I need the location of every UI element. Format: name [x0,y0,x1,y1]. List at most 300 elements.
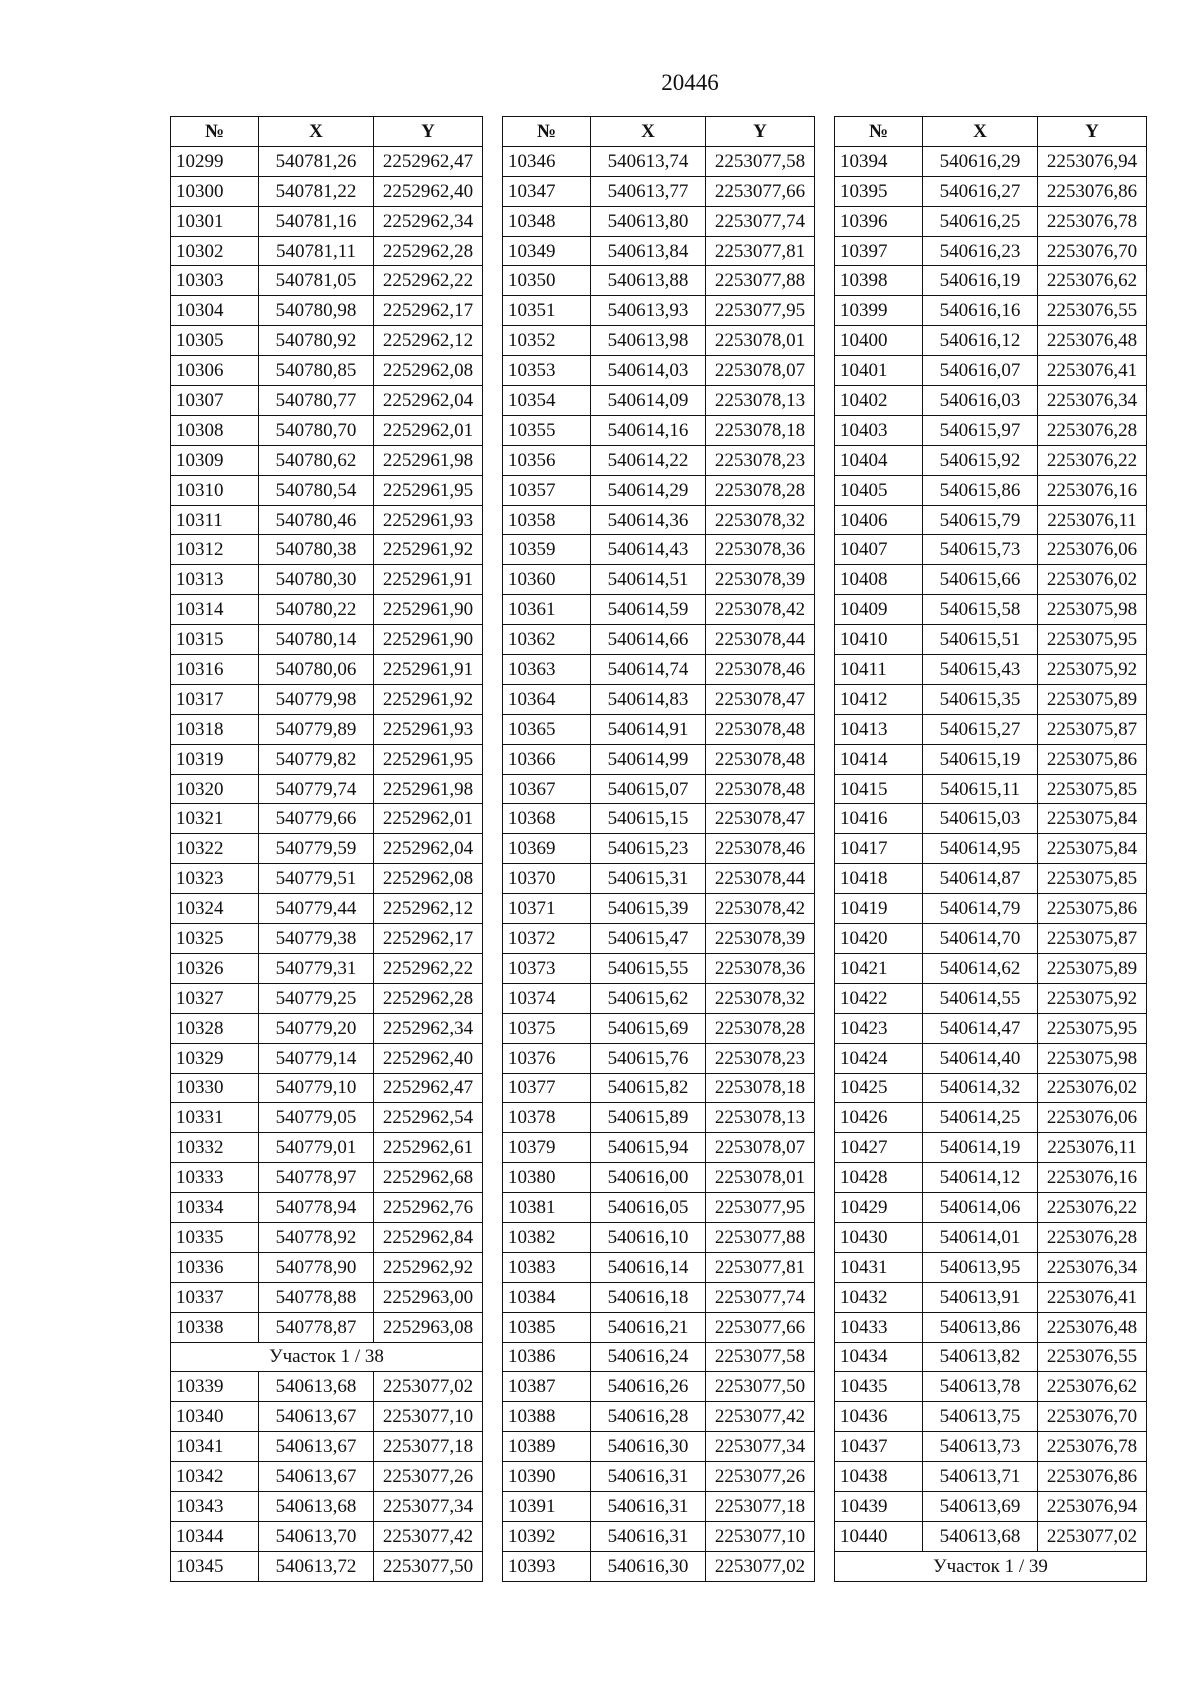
table-row [835,983,1147,1013]
x-coordinate-cell: 540616,00 [591,1163,706,1193]
x-coordinate-cell: 540780,46 [259,505,374,535]
x-coordinate-cell: 540780,30 [259,565,374,595]
x-coordinate-cell: 540780,98 [259,296,374,326]
y-coordinate-cell: 2252962,92 [374,1252,483,1282]
point-number-cell: 10312 [171,535,259,565]
y-coordinate-cell: 2253078,07 [706,356,815,386]
point-number-cell: 10361 [503,595,591,625]
x-coordinate-cell: 540779,05 [259,1103,374,1133]
x-coordinate-cell: 540779,25 [259,983,374,1013]
point-number-cell: 10379 [503,1133,591,1163]
x-coordinate-cell: 540778,90 [259,1252,374,1282]
y-coordinate-cell: 2253078,47 [706,684,815,714]
y-coordinate-cell: 2253075,85 [1038,774,1147,804]
header-y: Y [374,117,483,147]
table-row [171,625,483,655]
point-number-cell: 10329 [171,1043,259,1073]
y-coordinate-cell: 2252962,47 [374,1073,483,1103]
y-coordinate-cell: 2253076,11 [1038,1133,1147,1163]
table-row [835,1282,1147,1312]
x-coordinate-cell: 540614,09 [591,386,706,416]
x-coordinate-cell: 540615,92 [923,445,1038,475]
table-row [503,894,815,924]
table-row [171,535,483,565]
x-coordinate-cell: 540778,88 [259,1282,374,1312]
point-number-cell: 10374 [503,983,591,1013]
table-row [171,924,483,954]
y-coordinate-cell: 2253076,11 [1038,505,1147,535]
x-coordinate-cell: 540613,67 [259,1462,374,1492]
y-coordinate-cell: 2253077,74 [706,1282,815,1312]
table-row [835,1193,1147,1223]
point-number-cell: 10412 [835,684,923,714]
table-row [835,1043,1147,1073]
x-coordinate-cell: 540616,19 [923,266,1038,296]
y-coordinate-cell: 2252962,47 [374,146,483,176]
x-coordinate-cell: 540615,27 [923,714,1038,744]
y-coordinate-cell: 2253076,02 [1038,565,1147,595]
point-number-cell: 10419 [835,894,923,924]
x-coordinate-cell: 540614,40 [923,1043,1038,1073]
y-coordinate-cell: 2253075,84 [1038,804,1147,834]
table-row [835,1103,1147,1133]
x-coordinate-cell: 540614,29 [591,475,706,505]
x-coordinate-cell: 540613,67 [259,1432,374,1462]
point-number-cell: 10417 [835,834,923,864]
y-coordinate-cell: 2253076,06 [1038,1103,1147,1133]
table-row [171,236,483,266]
x-coordinate-cell: 540779,01 [259,1133,374,1163]
y-coordinate-cell: 2253078,01 [706,1163,815,1193]
table-row [835,236,1147,266]
y-coordinate-cell: 2253078,13 [706,386,815,416]
y-coordinate-cell: 2253078,36 [706,535,815,565]
y-coordinate-cell: 2253078,48 [706,774,815,804]
y-coordinate-cell: 2253076,22 [1038,1193,1147,1223]
y-coordinate-cell: 2253076,34 [1038,386,1147,416]
point-number-cell: 10371 [503,894,591,924]
point-number-cell: 10407 [835,535,923,565]
point-number-cell: 10429 [835,1193,923,1223]
table-row [171,1252,483,1282]
table-row [503,505,815,535]
x-coordinate-cell: 540616,25 [923,206,1038,236]
point-number-cell: 10365 [503,714,591,744]
x-coordinate-cell: 540616,18 [591,1282,706,1312]
table-row [835,864,1147,894]
point-number-cell: 10315 [171,625,259,655]
table-row [503,326,815,356]
y-coordinate-cell: 2253077,18 [374,1432,483,1462]
table-row [835,714,1147,744]
y-coordinate-cell: 2253077,02 [706,1551,815,1581]
section-row [171,1342,483,1372]
x-coordinate-cell: 540615,03 [923,804,1038,834]
table-row [171,1491,483,1521]
x-coordinate-cell: 540615,19 [923,744,1038,774]
x-coordinate-cell: 540613,73 [923,1432,1038,1462]
table-row [503,1043,815,1073]
x-coordinate-cell: 540780,77 [259,386,374,416]
y-coordinate-cell: 2253078,18 [706,415,815,445]
x-coordinate-cell: 540614,79 [923,894,1038,924]
table-row [835,1252,1147,1282]
point-number-cell: 10422 [835,983,923,1013]
table-row [503,1402,815,1432]
point-number-cell: 10399 [835,296,923,326]
point-number-cell: 10299 [171,146,259,176]
point-number-cell: 10339 [171,1372,259,1402]
table-row [503,804,815,834]
y-coordinate-cell: 2253077,26 [706,1462,815,1492]
x-coordinate-cell: 540616,24 [591,1342,706,1372]
table-row [503,864,815,894]
x-coordinate-cell: 540778,87 [259,1312,374,1342]
table-row [171,386,483,416]
y-coordinate-cell: 2252963,00 [374,1282,483,1312]
header-y: Y [706,117,815,147]
x-coordinate-cell: 540615,39 [591,894,706,924]
point-number-cell: 10406 [835,505,923,535]
y-coordinate-cell: 2253076,86 [1038,1462,1147,1492]
table-row [835,953,1147,983]
x-coordinate-cell: 540613,80 [591,206,706,236]
table-row [503,1432,815,1462]
y-coordinate-cell: 2252962,22 [374,266,483,296]
x-coordinate-cell: 540779,20 [259,1013,374,1043]
table-row [503,296,815,326]
x-coordinate-cell: 540615,35 [923,684,1038,714]
y-coordinate-cell: 2253077,10 [706,1521,815,1551]
point-number-cell: 10416 [835,804,923,834]
point-number-cell: 10313 [171,565,259,595]
table-row [835,445,1147,475]
table-row [503,1372,815,1402]
y-coordinate-cell: 2253075,89 [1038,684,1147,714]
table-row [835,804,1147,834]
table-row [835,1013,1147,1043]
y-coordinate-cell: 2253077,26 [374,1462,483,1492]
table-row [503,1491,815,1521]
point-number-cell: 10353 [503,356,591,386]
table-row [503,953,815,983]
y-coordinate-cell: 2253078,39 [706,565,815,595]
y-coordinate-cell: 2253076,70 [1038,1402,1147,1432]
x-coordinate-cell: 540613,67 [259,1402,374,1432]
x-coordinate-cell: 540616,12 [923,326,1038,356]
table-row [503,356,815,386]
x-coordinate-cell: 540614,25 [923,1103,1038,1133]
point-number-cell: 10341 [171,1432,259,1462]
point-number-cell: 10400 [835,326,923,356]
point-number-cell: 10383 [503,1252,591,1282]
point-number-cell: 10435 [835,1372,923,1402]
point-number-cell: 10369 [503,834,591,864]
point-number-cell: 10358 [503,505,591,535]
y-coordinate-cell: 2252962,04 [374,386,483,416]
x-coordinate-cell: 540614,83 [591,684,706,714]
y-coordinate-cell: 2252962,08 [374,864,483,894]
table-row [835,356,1147,386]
y-coordinate-cell: 2252962,34 [374,206,483,236]
table-row [171,505,483,535]
point-number-cell: 10328 [171,1013,259,1043]
point-number-cell: 10393 [503,1551,591,1581]
x-coordinate-cell: 540615,43 [923,655,1038,685]
point-number-cell: 10337 [171,1282,259,1312]
x-coordinate-cell: 540615,31 [591,864,706,894]
point-number-cell: 10380 [503,1163,591,1193]
point-number-cell: 10308 [171,415,259,445]
x-coordinate-cell: 540615,66 [923,565,1038,595]
point-number-cell: 10359 [503,535,591,565]
point-number-cell: 10333 [171,1163,259,1193]
y-coordinate-cell: 2253077,34 [706,1432,815,1462]
table-row [171,1462,483,1492]
x-coordinate-cell: 540614,74 [591,655,706,685]
y-coordinate-cell: 2253078,32 [706,505,815,535]
x-coordinate-cell: 540614,70 [923,924,1038,954]
table-header-row [503,117,815,147]
y-coordinate-cell: 2253077,66 [706,176,815,206]
y-coordinate-cell: 2252962,61 [374,1133,483,1163]
x-coordinate-cell: 540615,76 [591,1043,706,1073]
table-row [835,595,1147,625]
x-coordinate-cell: 540779,10 [259,1073,374,1103]
y-coordinate-cell: 2253078,07 [706,1133,815,1163]
point-number-cell: 10300 [171,176,259,206]
table-row [171,415,483,445]
point-number-cell: 10414 [835,744,923,774]
point-number-cell: 10439 [835,1491,923,1521]
point-number-cell: 10396 [835,206,923,236]
header-x: X [591,117,706,147]
table-row [835,1133,1147,1163]
x-coordinate-cell: 540779,74 [259,774,374,804]
y-coordinate-cell: 2252961,92 [374,535,483,565]
y-coordinate-cell: 2252962,01 [374,415,483,445]
y-coordinate-cell: 2253077,88 [706,266,815,296]
point-number-cell: 10394 [835,146,923,176]
y-coordinate-cell: 2253078,28 [706,475,815,505]
point-number-cell: 10342 [171,1462,259,1492]
x-coordinate-cell: 540613,70 [259,1521,374,1551]
point-number-cell: 10332 [171,1133,259,1163]
point-number-cell: 10431 [835,1252,923,1282]
coordinates-table-2 [502,116,815,1582]
y-coordinate-cell: 2252961,95 [374,744,483,774]
y-coordinate-cell: 2253077,42 [374,1521,483,1551]
point-number-cell: 10421 [835,953,923,983]
table-row [171,1402,483,1432]
table-row [835,1432,1147,1462]
x-coordinate-cell: 540616,23 [923,236,1038,266]
table-row [171,894,483,924]
x-coordinate-cell: 540616,03 [923,386,1038,416]
y-coordinate-cell: 2253075,87 [1038,924,1147,954]
y-coordinate-cell: 2253077,50 [374,1551,483,1581]
table-row [171,684,483,714]
table-row [835,1521,1147,1551]
table-row [171,475,483,505]
x-coordinate-cell: 540780,92 [259,326,374,356]
x-coordinate-cell: 540613,71 [923,1462,1038,1492]
point-number-cell: 10345 [171,1551,259,1581]
y-coordinate-cell: 2252962,01 [374,804,483,834]
point-number-cell: 10428 [835,1163,923,1193]
y-coordinate-cell: 2252962,40 [374,176,483,206]
x-coordinate-cell: 540616,05 [591,1193,706,1223]
point-number-cell: 10344 [171,1521,259,1551]
y-coordinate-cell: 2253076,55 [1038,296,1147,326]
table-row [503,1551,815,1581]
point-number-cell: 10336 [171,1252,259,1282]
table-row [503,1462,815,1492]
table-header-row [835,117,1147,147]
y-coordinate-cell: 2252961,98 [374,774,483,804]
y-coordinate-cell: 2253078,13 [706,1103,815,1133]
table-row [503,1133,815,1163]
point-number-cell: 10430 [835,1222,923,1252]
table-row [171,146,483,176]
table-row [503,386,815,416]
table-row [171,206,483,236]
table-row [171,1521,483,1551]
table-row [835,684,1147,714]
y-coordinate-cell: 2253078,42 [706,894,815,924]
y-coordinate-cell: 2253078,48 [706,744,815,774]
table-row [171,1103,483,1133]
table-row [835,655,1147,685]
table-row [171,804,483,834]
y-coordinate-cell: 2253076,16 [1038,475,1147,505]
point-number-cell: 10357 [503,475,591,505]
table-row [503,595,815,625]
y-coordinate-cell: 2252962,28 [374,236,483,266]
x-coordinate-cell: 540779,59 [259,834,374,864]
y-coordinate-cell: 2252961,90 [374,625,483,655]
table-row [503,1282,815,1312]
x-coordinate-cell: 540614,36 [591,505,706,535]
y-coordinate-cell: 2253077,02 [1038,1521,1147,1551]
x-coordinate-cell: 540616,21 [591,1312,706,1342]
y-coordinate-cell: 2253076,41 [1038,356,1147,386]
y-coordinate-cell: 2253075,85 [1038,864,1147,894]
y-coordinate-cell: 2253077,95 [706,1193,815,1223]
table-row [503,1312,815,1342]
point-number-cell: 10378 [503,1103,591,1133]
x-coordinate-cell: 540615,62 [591,983,706,1013]
y-coordinate-cell: 2253077,10 [374,1402,483,1432]
table-row [171,953,483,983]
x-coordinate-cell: 540781,22 [259,176,374,206]
point-number-cell: 10334 [171,1193,259,1223]
x-coordinate-cell: 540614,16 [591,415,706,445]
x-coordinate-cell: 540614,47 [923,1013,1038,1043]
y-coordinate-cell: 2252962,12 [374,894,483,924]
y-coordinate-cell: 2253077,81 [706,236,815,266]
x-coordinate-cell: 540616,30 [591,1551,706,1581]
point-number-cell: 10398 [835,266,923,296]
x-coordinate-cell: 540616,16 [923,296,1038,326]
table-row [171,296,483,326]
x-coordinate-cell: 540780,85 [259,356,374,386]
x-coordinate-cell: 540778,97 [259,1163,374,1193]
y-coordinate-cell: 2253076,94 [1038,1491,1147,1521]
y-coordinate-cell: 2253077,95 [706,296,815,326]
table-row [171,774,483,804]
point-number-cell: 10314 [171,595,259,625]
y-coordinate-cell: 2253076,78 [1038,206,1147,236]
y-coordinate-cell: 2252962,68 [374,1163,483,1193]
y-coordinate-cell: 2253078,18 [706,1073,815,1103]
header-number: № [171,117,259,147]
x-coordinate-cell: 540780,54 [259,475,374,505]
x-coordinate-cell: 540614,95 [923,834,1038,864]
y-coordinate-cell: 2252961,91 [374,655,483,685]
point-number-cell: 10306 [171,356,259,386]
point-number-cell: 10413 [835,714,923,744]
x-coordinate-cell: 540613,72 [259,1551,374,1581]
table-row [503,1521,815,1551]
table-row [835,894,1147,924]
y-coordinate-cell: 2253076,34 [1038,1252,1147,1282]
x-coordinate-cell: 540616,28 [591,1402,706,1432]
y-coordinate-cell: 2253078,44 [706,864,815,894]
x-coordinate-cell: 540779,31 [259,953,374,983]
y-coordinate-cell: 2252961,91 [374,565,483,595]
y-coordinate-cell: 2253075,92 [1038,983,1147,1013]
point-number-cell: 10402 [835,386,923,416]
y-coordinate-cell: 2253077,74 [706,206,815,236]
x-coordinate-cell: 540616,29 [923,146,1038,176]
table-row [835,834,1147,864]
table-row [503,176,815,206]
table-row [835,625,1147,655]
point-number-cell: 10384 [503,1282,591,1312]
x-coordinate-cell: 540615,82 [591,1073,706,1103]
point-number-cell: 10330 [171,1073,259,1103]
x-coordinate-cell: 540614,12 [923,1163,1038,1193]
y-coordinate-cell: 2253076,06 [1038,535,1147,565]
point-number-cell: 10352 [503,326,591,356]
x-coordinate-cell: 540615,69 [591,1013,706,1043]
y-coordinate-cell: 2253078,44 [706,625,815,655]
point-number-cell: 10408 [835,565,923,595]
y-coordinate-cell: 2253075,92 [1038,655,1147,685]
point-number-cell: 10319 [171,744,259,774]
point-number-cell: 10403 [835,415,923,445]
table-row [171,595,483,625]
point-number-cell: 10387 [503,1372,591,1402]
point-number-cell: 10373 [503,953,591,983]
x-coordinate-cell: 540616,14 [591,1252,706,1282]
point-number-cell: 10364 [503,684,591,714]
x-coordinate-cell: 540615,89 [591,1103,706,1133]
x-coordinate-cell: 540613,98 [591,326,706,356]
point-number-cell: 10354 [503,386,591,416]
table-row [503,415,815,445]
table-row [503,924,815,954]
table-row [171,1222,483,1252]
y-coordinate-cell: 2252962,08 [374,356,483,386]
x-coordinate-cell: 540615,94 [591,1133,706,1163]
table-row [835,146,1147,176]
point-number-cell: 10303 [171,266,259,296]
y-coordinate-cell: 2253078,42 [706,595,815,625]
table-row [503,266,815,296]
coordinates-table-1 [170,116,483,1582]
